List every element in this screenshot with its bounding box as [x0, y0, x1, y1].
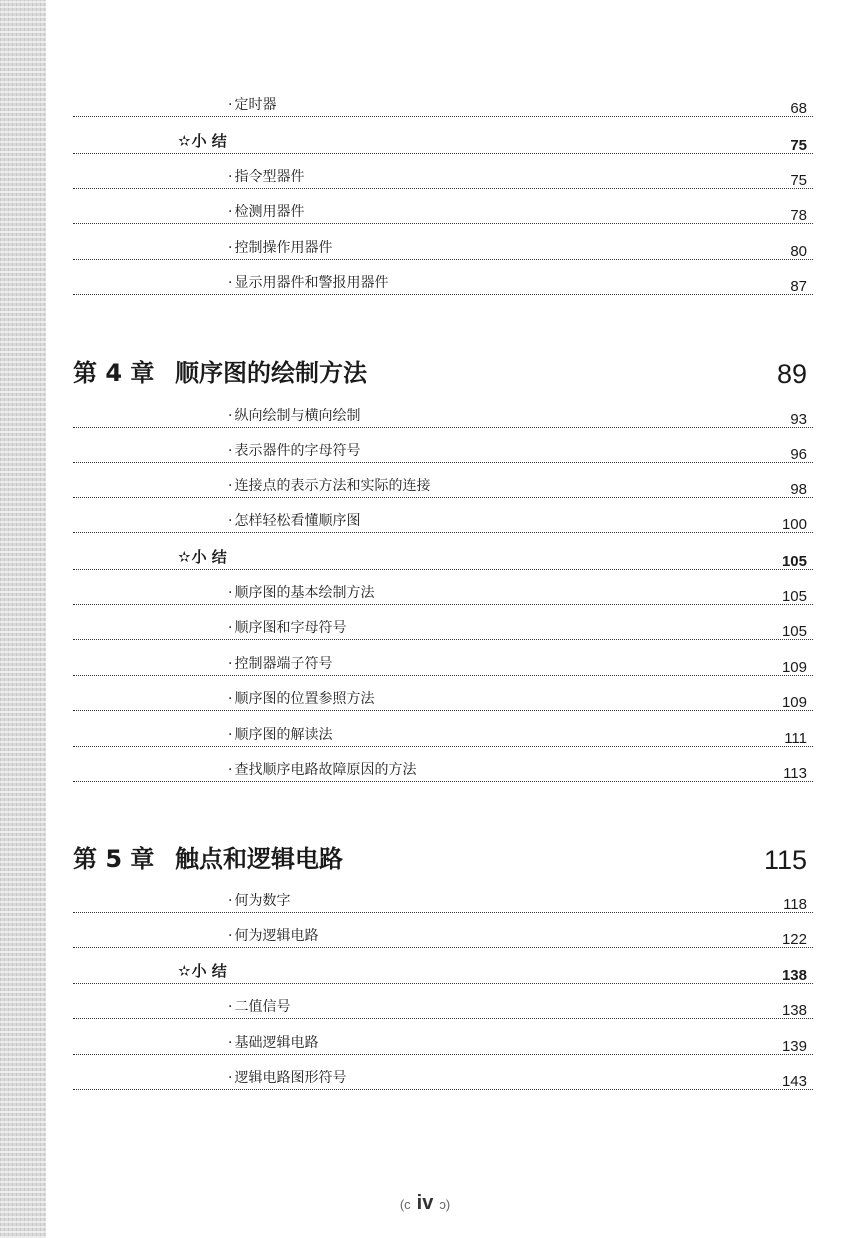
bullet-icon: ·: [228, 585, 233, 601]
toc-entry[interactable]: [73, 436, 813, 463]
toc-entry-title: · 顺序图和字母符号: [228, 620, 347, 636]
toc-entry[interactable]: [73, 886, 813, 913]
toc-entry-page: 118: [783, 896, 807, 913]
bullet-icon: ·: [228, 97, 233, 113]
toc-summary-title: ✫小 结: [178, 548, 227, 566]
bullet-icon: ·: [228, 762, 233, 778]
bullet-icon: ·: [228, 408, 233, 424]
toc-entry-page: 87: [790, 278, 807, 295]
toc-summary-entry[interactable]: [73, 127, 813, 154]
toc-entry[interactable]: [73, 1063, 813, 1090]
toc-entry-title: · 何为逻辑电路: [228, 928, 319, 944]
toc-entry-title: · 基础逻辑电路: [228, 1035, 319, 1051]
chapter-page: 89: [776, 359, 807, 389]
toc-entry-title: · 二值信号: [228, 999, 291, 1015]
page-footer: [0, 1192, 850, 1215]
toc-entry-page: 93: [790, 411, 807, 428]
toc-entry[interactable]: [73, 578, 813, 605]
toc-entry[interactable]: [73, 471, 813, 498]
toc-entry[interactable]: [73, 90, 813, 117]
toc-entry-page: 75: [790, 172, 807, 189]
table-of-contents: [73, 0, 813, 1238]
toc-entry-page: 98: [790, 481, 807, 498]
toc-entry-title: · 指令型器件: [228, 169, 305, 185]
bullet-icon: ·: [228, 727, 233, 743]
star-icon: ✫: [178, 132, 191, 150]
footer-ornament-right: ɔ): [439, 1197, 451, 1212]
toc-entry[interactable]: [73, 684, 813, 711]
chapter-5-heading[interactable]: [73, 838, 813, 878]
bullet-icon: ·: [228, 204, 233, 220]
toc-entry-page: 109: [781, 694, 807, 711]
star-icon: ✫: [178, 962, 191, 980]
toc-entry[interactable]: [73, 992, 813, 1019]
toc-entry-page: 109: [781, 659, 807, 676]
toc-entry-page: 105: [781, 553, 807, 570]
toc-summary-entry[interactable]: [73, 543, 813, 570]
bullet-icon: ·: [228, 1070, 233, 1086]
toc-entry-title: · 控制器端子符号: [228, 656, 333, 672]
bullet-icon: ·: [228, 275, 233, 291]
toc-entry-title: · 定时器: [228, 97, 277, 113]
toc-entry-page: 113: [783, 765, 807, 782]
bullet-icon: ·: [228, 656, 233, 672]
bullet-icon: ·: [228, 240, 233, 256]
toc-entry-page: 96: [790, 446, 807, 463]
toc-entry[interactable]: [73, 755, 813, 782]
chapter-label: 第 4 章: [73, 359, 155, 387]
chapter-4-heading[interactable]: [73, 352, 813, 392]
bullet-icon: ·: [228, 478, 233, 494]
chapter-page: 115: [763, 845, 807, 875]
toc-entry-title: · 怎样轻松看懂顺序图: [228, 513, 361, 529]
toc-entry-page: 100: [781, 516, 807, 533]
toc-summary-entry[interactable]: [73, 957, 813, 984]
bullet-icon: ·: [228, 620, 233, 636]
toc-entry-title: · 逻辑电路图形符号: [228, 1070, 347, 1086]
toc-entry[interactable]: [73, 506, 813, 533]
toc-entry[interactable]: [73, 1028, 813, 1055]
toc-entry[interactable]: [73, 162, 813, 189]
toc-entry-title: · 顺序图的位置参照方法: [228, 691, 375, 707]
toc-entry-page: 143: [781, 1073, 807, 1090]
bullet-icon: ·: [228, 443, 233, 459]
toc-entry-title: · 顺序图的解读法: [228, 727, 333, 743]
bullet-icon: ·: [228, 999, 233, 1015]
toc-entry[interactable]: [73, 921, 813, 948]
bullet-icon: ·: [228, 928, 233, 944]
toc-entry-title: · 连接点的表示方法和实际的连接: [228, 478, 431, 494]
star-icon: ✫: [178, 548, 191, 566]
toc-summary-title: ✫小 结: [178, 962, 227, 980]
toc-entry[interactable]: [73, 233, 813, 260]
page-edge-texture: [0, 0, 46, 1238]
toc-entry-title: · 检测用器件: [228, 204, 305, 220]
toc-entry-page: 122: [781, 931, 807, 948]
toc-entry-page: 105: [781, 588, 807, 605]
toc-entry-title: · 顺序图的基本绘制方法: [228, 585, 375, 601]
toc-entry[interactable]: [73, 649, 813, 676]
chapter-title: 触点和逻辑电路: [175, 845, 343, 873]
toc-entry-page: 68: [790, 100, 807, 117]
chapter-title: 顺序图的绘制方法: [175, 359, 367, 387]
toc-entry[interactable]: [73, 197, 813, 224]
toc-entry-page: 138: [781, 967, 807, 984]
toc-entry-page: 139: [781, 1038, 807, 1055]
toc-entry-page: 111: [784, 730, 807, 747]
toc-entry[interactable]: [73, 613, 813, 640]
toc-entry[interactable]: [73, 268, 813, 295]
toc-entry-page: 75: [790, 137, 807, 154]
toc-entry[interactable]: [73, 401, 813, 428]
toc-summary-title: ✫小 结: [178, 132, 227, 150]
bullet-icon: ·: [228, 691, 233, 707]
toc-entry-page: 138: [781, 1002, 807, 1019]
page-number: iv: [416, 1192, 434, 1214]
footer-ornament-left: (c: [399, 1197, 411, 1212]
toc-entry-title: · 何为数字: [228, 893, 291, 909]
chapter-label: 第 5 章: [73, 845, 155, 873]
bullet-icon: ·: [228, 893, 233, 909]
toc-entry-page: 80: [790, 243, 807, 260]
toc-entry[interactable]: [73, 720, 813, 747]
toc-entry-title: · 控制操作用器件: [228, 240, 333, 256]
toc-entry-title: · 纵向绘制与横向绘制: [228, 408, 361, 424]
toc-entry-title: · 查找顺序电路故障原因的方法: [228, 762, 417, 778]
bullet-icon: ·: [228, 169, 233, 185]
toc-entry-title: · 显示用器件和警报用器件: [228, 275, 389, 291]
toc-entry-title: · 表示器件的字母符号: [228, 443, 361, 459]
bullet-icon: ·: [228, 513, 233, 529]
toc-entry-page: 105: [781, 623, 807, 640]
toc-entry-page: 78: [790, 207, 807, 224]
bullet-icon: ·: [228, 1035, 233, 1051]
